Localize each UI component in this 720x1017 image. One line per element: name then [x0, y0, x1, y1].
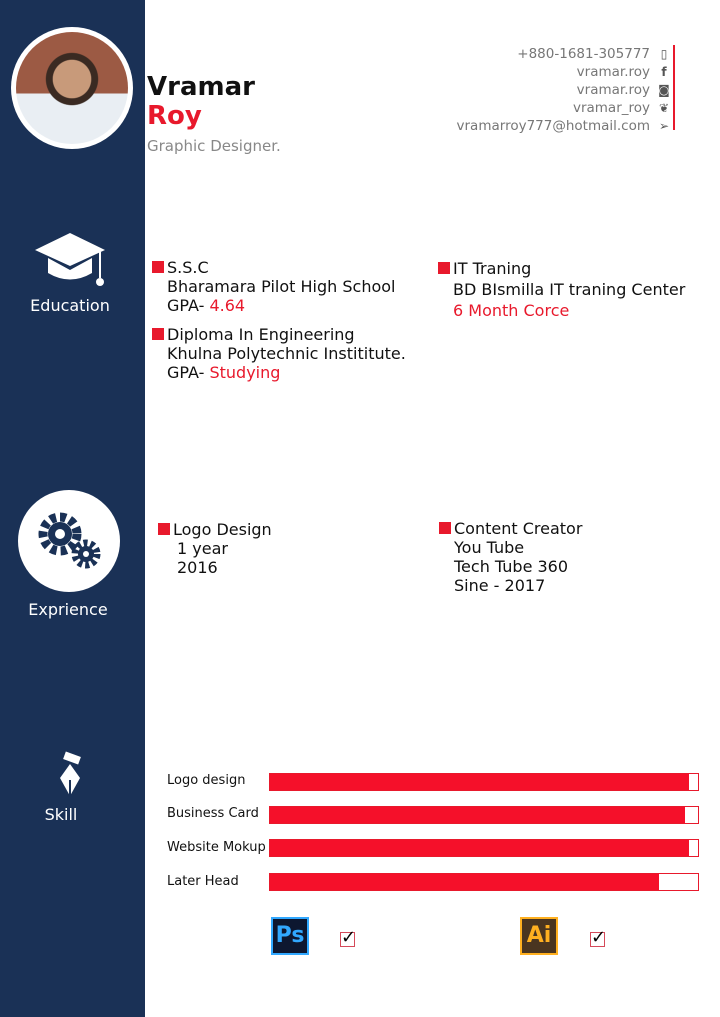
photoshop-icon: Ps — [271, 917, 309, 955]
instagram-icon: ◙ — [658, 83, 670, 97]
avatar — [11, 27, 133, 149]
entry-title: Diploma In Engineering — [167, 325, 355, 344]
skill-bar-fill — [270, 807, 685, 823]
entry-line: 1 year — [177, 539, 228, 558]
entry-duration: 6 Month Corce — [453, 301, 570, 320]
experience-entry — [439, 519, 582, 595]
pen-nib-icon — [52, 750, 88, 798]
experience-entry — [158, 520, 272, 577]
illustrator-icon: Ai — [520, 917, 558, 955]
education-entry — [438, 258, 685, 321]
skill-bar-fill — [270, 840, 689, 856]
skill-bar-fill — [270, 874, 659, 890]
contact-icons — [656, 45, 672, 135]
send-icon: ➢ — [658, 119, 670, 133]
gpa-value: 4.64 — [209, 296, 246, 315]
entry-line: Sine - 2017 — [454, 576, 546, 595]
entry-line: You Tube — [454, 538, 525, 557]
twitter-text: vramar_roy — [572, 100, 650, 116]
skill-label: Later Head — [167, 874, 239, 889]
entry-school: Bharamara Pilot High School — [167, 277, 396, 296]
last-name: Roy — [147, 101, 202, 131]
entry-title: IT Traning — [453, 259, 532, 278]
gpa-label: GPA- — [167, 363, 210, 382]
entry-line: Tech Tube 360 — [454, 557, 569, 576]
skill-label: Website Mokup — [167, 840, 266, 855]
gpa-label: GPA- — [167, 296, 210, 315]
gears-icon — [18, 490, 120, 592]
education-entry — [152, 258, 395, 315]
contact-list — [457, 45, 650, 135]
phone-icon: ▯ — [660, 47, 668, 61]
twitter-icon: ❦ — [658, 101, 670, 115]
skill-bar — [269, 806, 699, 824]
entry-title: Logo Design — [173, 520, 272, 539]
skill-bar — [269, 839, 699, 857]
graduation-cap-icon — [30, 228, 110, 293]
skill-bar — [269, 873, 699, 891]
contact-divider — [673, 45, 675, 130]
entry-school: BD BIsmilla IT traning Center — [453, 280, 686, 299]
illustrator-checkbox: ✓ — [591, 927, 607, 948]
first-name: Vramar — [147, 72, 255, 102]
skill-label: Business Card — [167, 806, 259, 821]
entry-school: Khulna Polytechnic Instititute. — [167, 344, 406, 363]
skill-bar — [269, 773, 699, 791]
skill-label: Logo design — [167, 773, 246, 788]
instagram-text: vramar.roy — [576, 82, 650, 98]
phone-text: +880-1681-305777 — [517, 46, 650, 62]
facebook-text: vramar.roy — [576, 64, 650, 80]
job-title: Graphic Designer. — [147, 137, 281, 155]
facebook-icon: f — [661, 65, 667, 79]
entry-line: 2016 — [177, 558, 218, 577]
gpa-value: Studying — [209, 363, 281, 382]
email-text: vramarroy777@hotmail.com — [456, 118, 650, 134]
section-skill-label: Skill — [44, 805, 78, 824]
section-experience-label: Exprience — [28, 600, 108, 619]
skill-bar-fill — [270, 774, 689, 790]
education-entry — [152, 325, 406, 382]
photoshop-checkbox: ✓ — [341, 927, 357, 948]
section-education-label: Education — [30, 296, 110, 315]
entry-title: S.S.C — [167, 258, 209, 277]
entry-title: Content Creator — [454, 519, 583, 538]
